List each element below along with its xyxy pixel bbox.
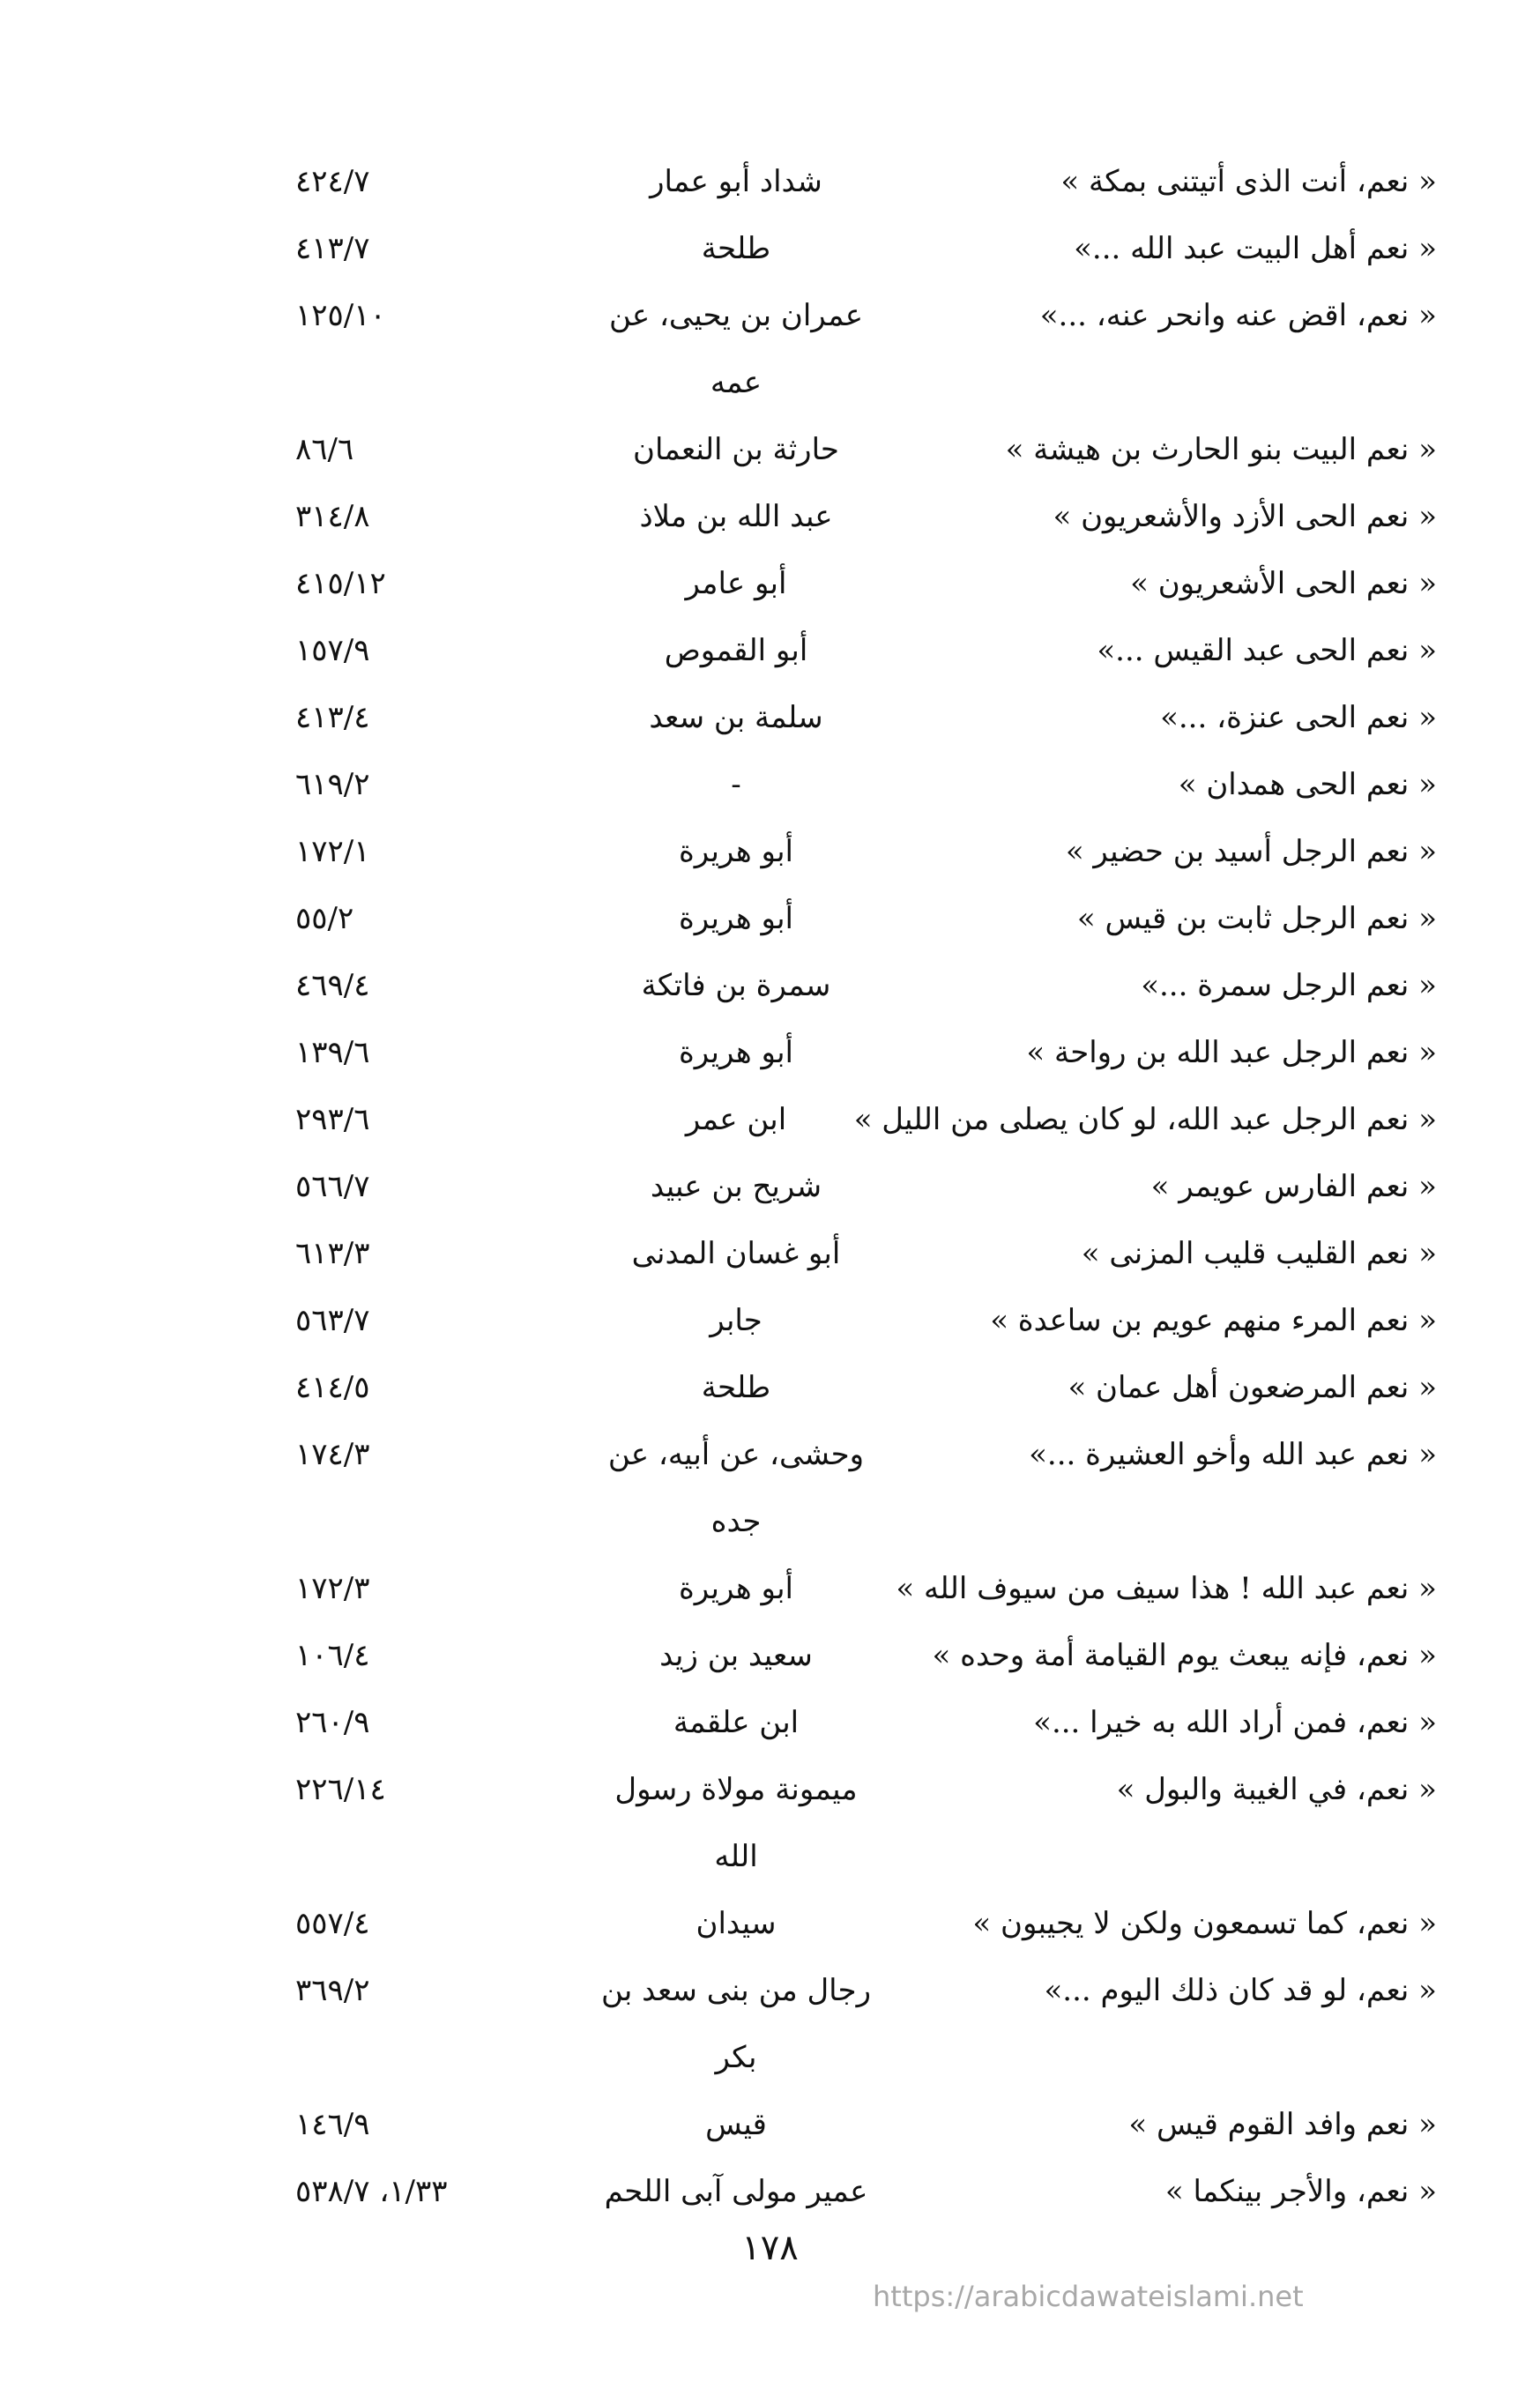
hadith-text: « نعم عبد الله ! هذا سيف من سيوف الله » [896,1571,1437,1606]
narrator: عمه [710,365,763,400]
hadith-text: « نعم الحى الأشعريون » [1130,566,1437,601]
volume-page-reference: ٢٢٦/١٤ [295,1772,386,1807]
volume-page-reference: ٤١٥/١٢ [295,566,386,601]
hadith-text: « نعم الحى الأزد والأشعريون » [1053,499,1437,534]
hadith-text: « نعم، كما تسمعون ولكن لا يجيبون » [972,1906,1437,1941]
narrator: عبد الله بن ملاذ [639,499,833,534]
narrator: ابن عمر [685,1102,787,1137]
index-row [291,1086,1437,1153]
index-row [291,349,1437,416]
volume-page-reference: ١٧٤/٣ [295,1437,370,1472]
narrator: ابن علقمة [673,1705,800,1740]
hadith-index-table [291,148,1437,2225]
hadith-text: « نعم أهل البيت عبد الله ...» [1074,231,1437,266]
narrator: وحشى، عن أبيه، عن [607,1437,865,1472]
volume-page-reference: ٦١٩/٢ [295,767,370,802]
volume-page-reference: ٢٦٠/٩ [295,1705,370,1740]
index-row [291,215,1437,282]
narrator: سيدان [696,1906,777,1941]
hadith-text: « نعم، والأجر بينكما » [1164,2174,1437,2209]
volume-page-reference: ١٠٦/٤ [295,1638,370,1673]
index-row [291,1153,1437,1220]
index-row [291,1689,1437,1756]
hadith-text: « نعم وافد القوم قيس » [1128,2107,1437,2142]
hadith-text: « نعم الحى عبد القيس ...» [1097,633,1437,668]
hadith-text: « نعم عبد الله وأخو العشيرة ...» [1029,1437,1437,1472]
volume-page-reference: ١٥٧/٩ [295,633,370,668]
index-row [291,1622,1437,1689]
volume-page-reference: ١/٣٣، ٥٣٨/٧ [295,2174,448,2209]
hadith-text: « نعم، في الغيبة والبول » [1116,1772,1437,1807]
volume-page-reference: ٢٩٣/٦ [295,1102,370,1137]
volume-page-reference: ٤٢٤/٧ [295,164,370,199]
index-row [291,148,1437,215]
narrator: شداد أبو عمار [650,164,822,199]
narrator: عمير مولى آبى اللحم [604,2174,868,2209]
index-row [291,617,1437,684]
index-row [291,282,1437,349]
narrator: الله [714,1839,758,1874]
volume-page-reference: ٤١٤/٥ [295,1370,370,1405]
narrator: أبو القموص [664,633,808,668]
narrator: جابر [710,1303,763,1338]
index-row [291,1890,1437,1957]
hadith-text: « نعم الحى عنزة، ...» [1160,700,1437,735]
volume-page-reference: ١٢٥/١٠ [295,298,386,333]
index-row [291,684,1437,751]
index-row [291,1756,1437,1823]
volume-page-reference: ١٧٢/٣ [295,1571,370,1606]
hadith-text: « نعم الحى همدان » [1178,767,1437,802]
narrator: شريح بن عبيد [650,1169,822,1204]
narrator: أبو هريرة [678,1571,793,1606]
volume-page-reference: ٣١٤/٨ [295,499,370,534]
volume-page-reference: ٣٦٩/٢ [295,1973,370,2008]
narrator: قيس [705,2107,767,2142]
narrator: سعيد بن زيد [659,1638,813,1673]
index-row [291,1354,1437,1421]
volume-page-reference: ٤١٣/٧ [295,231,370,266]
index-row [291,1287,1437,1354]
index-row [291,1957,1437,2024]
index-row [291,818,1437,885]
volume-page-reference: ١٣٩/٦ [295,1035,370,1070]
index-row [291,1823,1437,1890]
hadith-text: « نعم البيت بنو الحارث بن هيشة » [1005,432,1437,467]
narrator: - [731,767,741,802]
index-row [291,483,1437,550]
hadith-text: « نعم الفارس عويمر » [1150,1169,1437,1204]
narrator: عمران بن يحيى، عن [608,298,864,333]
volume-page-reference: ٥٦٦/٧ [295,1169,370,1204]
index-row [291,2158,1437,2225]
narrator: ميمونة مولاة رسول [614,1772,858,1807]
index-row [291,1019,1437,1086]
narrator: أبو هريرة [678,834,793,869]
narrator: أبو هريرة [678,1035,793,1070]
volume-page-reference: ٨٦/٦ [295,432,354,467]
narrator: أبو هريرة [678,901,793,936]
hadith-text: « نعم الرجل عبد الله، لو كان يصلى من الليل » [853,1102,1437,1137]
hadith-text: « نعم المرء منهم عويم بن ساعدة » [990,1303,1437,1338]
volume-page-reference: ١٤٦/٩ [295,2107,370,2142]
hadith-text: « نعم الرجل عبد الله بن رواحة » [1026,1035,1437,1070]
hadith-text: « نعم، فإنه يبعث يوم القيامة أمة وحده » [932,1638,1437,1673]
hadith-text: « نعم، لو قد كان ذلك اليوم ...» [1044,1973,1437,2008]
index-row [291,2091,1437,2158]
index-row [291,416,1437,483]
index-row [291,1220,1437,1287]
narrator: أبو غسان المدنى [631,1236,841,1271]
watermark-url: https://arabicdawateislami.net [873,2280,1304,2313]
hadith-text: « نعم، فمن أراد الله به خيرا ...» [1033,1705,1437,1740]
volume-page-reference: ٥٥٧/٤ [295,1906,370,1941]
hadith-text: « نعم الرجل سمرة ...» [1141,968,1437,1003]
page-number: ١٧٨ [741,2228,799,2268]
index-row [291,2024,1437,2091]
volume-page-reference: ٦١٣/٣ [295,1236,370,1271]
volume-page-reference: ٤١٣/٤ [295,700,370,735]
hadith-text: « نعم الرجل ثابت بن قيس » [1076,901,1437,936]
narrator: رجال من بنى سعد بن [601,1973,871,2008]
narrator: أبو عامر [685,566,787,601]
narrator: طلحة [701,231,771,266]
index-row [291,885,1437,952]
index-row [291,751,1437,818]
hadith-text: « نعم، أنت الذى أتيتنى بمكة » [1060,164,1437,199]
volume-page-reference: ١٧٢/١ [295,834,370,869]
volume-page-reference: ٤٦٩/٤ [295,968,370,1003]
index-row [291,1488,1437,1555]
volume-page-reference: ٥٥/٢ [295,901,354,936]
volume-page-reference: ٥٦٣/٧ [295,1303,370,1338]
narrator: جده [710,1504,762,1539]
hadith-text: « نعم المرضعون أهل عمان » [1068,1370,1437,1405]
index-row [291,550,1437,617]
index-row [291,1555,1437,1622]
hadith-text: « نعم، اقض عنه وانحر عنه، ...» [1039,298,1437,333]
narrator: سلمة بن سعد [649,700,823,735]
index-row [291,1421,1437,1488]
narrator: طلحة [701,1370,771,1405]
index-row [291,952,1437,1019]
narrator: سمرة بن فاتكة [641,968,831,1003]
hadith-text: « نعم القليب قليب المزنى » [1081,1236,1437,1271]
narrator: حارثة بن النعمان [633,432,839,467]
narrator: بكر [715,2040,757,2075]
hadith-text: « نعم الرجل أسيد بن حضير » [1065,834,1437,869]
